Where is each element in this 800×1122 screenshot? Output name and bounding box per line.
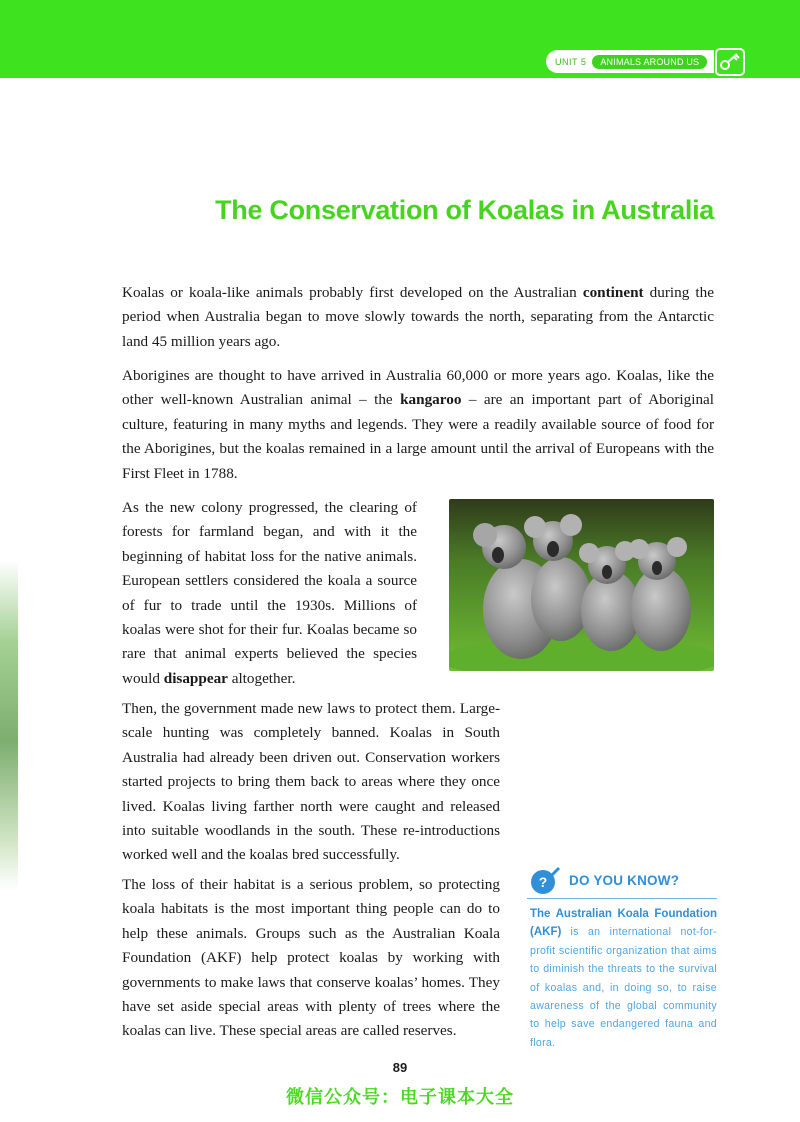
svg-text:?: ? bbox=[538, 874, 548, 890]
unit-label: UNIT 5 bbox=[555, 56, 587, 67]
did-you-know-box bbox=[527, 864, 717, 1052]
unit-name: ANIMALS AROUND US bbox=[592, 55, 707, 69]
page-number: 89 bbox=[392, 1060, 408, 1075]
paragraph-5: The loss of their habitat is a serious problem, so protecting koala habitats is the most important thing people can do to help these animals. Groups such as the Australian Koala Foundation (AKF) help protect koalas by working with governments to make laws that conserve koalas’ homes. They have set aside special areas with plenty of trees where the koalas can live. These special areas are called reserves. bbox=[122, 876, 500, 1040]
paragraph-3: As the new colony progressed, the clearing of forests for farmland began, and with it the beginning of habitat loss for the native animals. European settlers considered the koala a source of fur to trade until the 1930s. Millions of koalas were shot for their fur. Koalas became so rare that animal experts believed the species would disappear altogether. bbox=[122, 499, 417, 687]
unit-badge bbox=[546, 50, 714, 73]
question-pencil-icon bbox=[529, 866, 561, 896]
article-title: The Conservation of Koalas in Australia bbox=[215, 195, 714, 225]
key-pencil-icon bbox=[715, 48, 745, 76]
paragraph-4: Then, the government made new laws to protect them. Large-scale hunting was completely banned. Koalas in South Australia had already been driven out. Conservation workers started projects to bring them back to areas where they once lived. Koalas living farther north were caught and released into suitable woodlands in the south. These re-introductions worked well and the koalas bred successfully. bbox=[122, 700, 500, 864]
vocab-continent: continent bbox=[582, 284, 644, 301]
did-you-know-text: The Australian Koala Foundation (AKF) is an international not-for-profit scientific organization that aims to diminish the threats to the survival of koalas and, in doing so, to raise awareness of the global community to help save endangered fauna and flora. bbox=[530, 908, 717, 1049]
vocab-kangaroo: kangaroo bbox=[400, 391, 462, 409]
paragraph-2: Aborigines are thought to have arrived in Australia 60,000 or more years ago. Koalas, like the other well-known Australian animal – the kangaroo – are an important part of Aboriginal culture, featuring in many myths and legends. They were a readily available source of food for the Aborigines, but the koalas remained in a large amount until the arrival of Europeans with the First Fleet in 1788. bbox=[122, 367, 715, 482]
akf-name: The Australian Koala Foundation (AKF) bbox=[530, 908, 717, 939]
did-you-know-header bbox=[527, 864, 717, 899]
side-foliage-decoration bbox=[0, 560, 18, 890]
vocab-disappear: disappear bbox=[163, 669, 228, 687]
watermark: 微信公众号：电子课本大全 bbox=[286, 1087, 514, 1108]
koala-group-photo bbox=[449, 499, 714, 671]
paragraph-1: Koalas or koala-like animals probably first developed on the Australian continent during the period when Australia began to move slowly towards the north, separating from the Antarctic land 45 million years ago. bbox=[122, 284, 714, 350]
did-you-know-title: DO YOU KNOW? bbox=[569, 873, 680, 888]
